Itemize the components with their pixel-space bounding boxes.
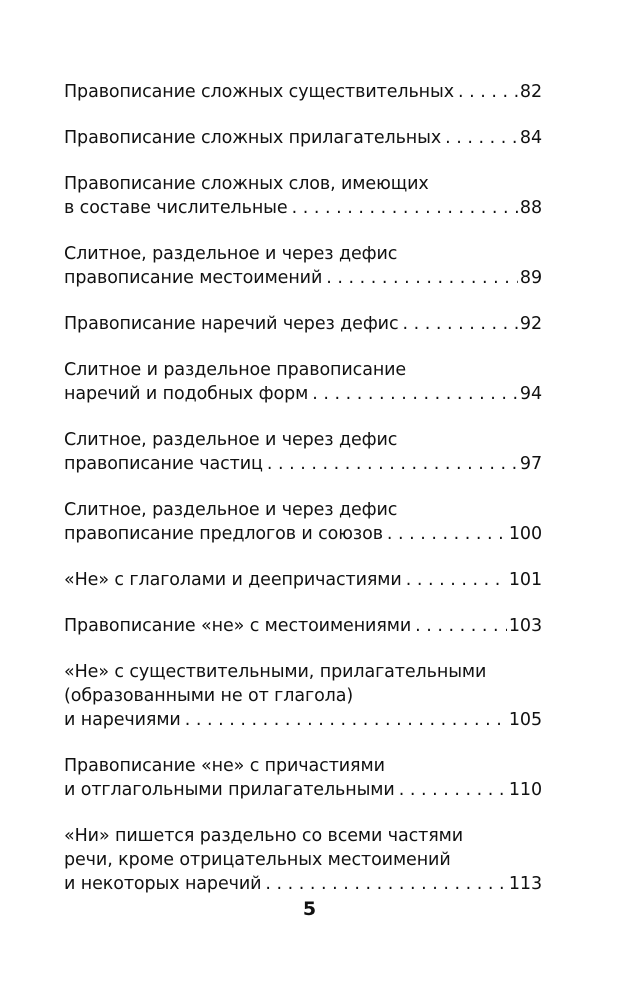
toc-entry-last-line: [64, 778, 542, 802]
toc-entry-line: «Не» с существительными, прилагательными: [64, 662, 487, 682]
toc-entry-line: правописание предлогов и союзов: [64, 524, 383, 544]
toc-entry-line: Правописание сложных прилагательных: [64, 128, 442, 148]
toc-entry-last-line: [64, 80, 542, 104]
toc-entry-last-line: [64, 452, 542, 476]
toc-entry-page: 84: [519, 128, 542, 148]
toc-entry-last-line: [64, 312, 542, 336]
toc-entry-page: 110: [508, 780, 542, 800]
toc-entry-last-line: [64, 708, 542, 732]
toc-entry-page: 105: [508, 710, 542, 730]
toc-entry: [64, 660, 542, 732]
dot-leader: [458, 80, 518, 104]
toc-entry: [64, 824, 542, 896]
toc-entry-page: 101: [508, 570, 542, 590]
toc-entry: [64, 428, 542, 476]
toc-entry-last-line: [64, 266, 542, 290]
dot-leader: [185, 708, 507, 732]
toc-entry-line: Слитное, раздельное и через дефис: [64, 500, 398, 520]
toc-entry-line: и наречиями: [64, 710, 181, 730]
toc-entry-line: и некоторых наречий: [64, 874, 262, 894]
toc-entry-page: 89: [519, 268, 542, 288]
toc-entry-line: и отглагольными прилагательными: [64, 780, 395, 800]
toc-entry-page: 82: [519, 82, 542, 102]
toc-entry: [64, 358, 542, 406]
toc-entry-last-line: [64, 872, 542, 896]
toc-entry-page: 103: [508, 616, 542, 636]
dot-leader: [387, 522, 507, 546]
toc-entry-last-line: [64, 614, 542, 638]
toc-entry-page: 97: [519, 454, 542, 474]
toc-entry: [64, 172, 542, 220]
toc-entry-last-line: [64, 382, 542, 406]
toc-entry-page: 88: [519, 198, 542, 218]
toc-entry: [64, 80, 542, 104]
toc-entry-line: наречий и подобных форм: [64, 384, 309, 404]
toc-entry: [64, 498, 542, 546]
toc-entry-line: Слитное и раздельное правописание: [64, 360, 407, 380]
toc-entry-page: 100: [508, 524, 542, 544]
table-of-contents: [64, 80, 542, 918]
toc-entry: [64, 242, 542, 290]
toc-entry-page: 113: [508, 874, 542, 894]
toc-entry-line: «Не» с глаголами и деепричастиями: [64, 570, 402, 590]
toc-entry-line: Правописание «не» с причастиями: [64, 756, 385, 776]
toc-entry-last-line: [64, 196, 542, 220]
toc-entry-line: Правописание сложных слов, имеющих: [64, 174, 429, 194]
toc-entry-line: Слитное, раздельное и через дефис: [64, 430, 398, 450]
toc-entry-last-line: [64, 126, 542, 150]
toc-entry: [64, 614, 542, 638]
toc-entry-page: 92: [519, 314, 542, 334]
dot-leader: [265, 872, 506, 896]
toc-entry-line: в составе числительные: [64, 198, 288, 218]
toc-entry: [64, 754, 542, 802]
toc-entry-line: Правописание сложных существительных: [64, 82, 454, 102]
page-number: 5: [302, 898, 317, 920]
toc-entry-line: Правописание «не» с местоимениями: [64, 616, 412, 636]
toc-entry: [64, 126, 542, 150]
toc-entry: [64, 568, 542, 592]
dot-leader: [267, 452, 518, 476]
toc-entry-line: Правописание наречий через дефис: [64, 314, 399, 334]
dot-leader: [406, 568, 507, 592]
toc-entry-line: правописание местоимений: [64, 268, 323, 288]
dot-leader: [292, 196, 518, 220]
toc-entry-last-line: [64, 568, 542, 592]
dot-leader: [445, 126, 518, 150]
toc-entry-line: правописание частиц: [64, 454, 263, 474]
dot-leader: [415, 614, 507, 638]
dot-leader: [402, 312, 517, 336]
dot-leader: [312, 382, 518, 406]
toc-entry-line: речи, кроме отрицательных местоимений: [64, 850, 451, 870]
toc-entry-last-line: [64, 522, 542, 546]
dot-leader: [399, 778, 507, 802]
toc-entry-line: «Ни» пишется раздельно со всеми частями: [64, 826, 464, 846]
dot-leader: [326, 266, 518, 290]
toc-entry: [64, 312, 542, 336]
toc-entry-line: (образованными не от глагола): [64, 686, 354, 706]
toc-entry-line: Слитное, раздельное и через дефис: [64, 244, 398, 264]
toc-entry-page: 94: [519, 384, 542, 404]
